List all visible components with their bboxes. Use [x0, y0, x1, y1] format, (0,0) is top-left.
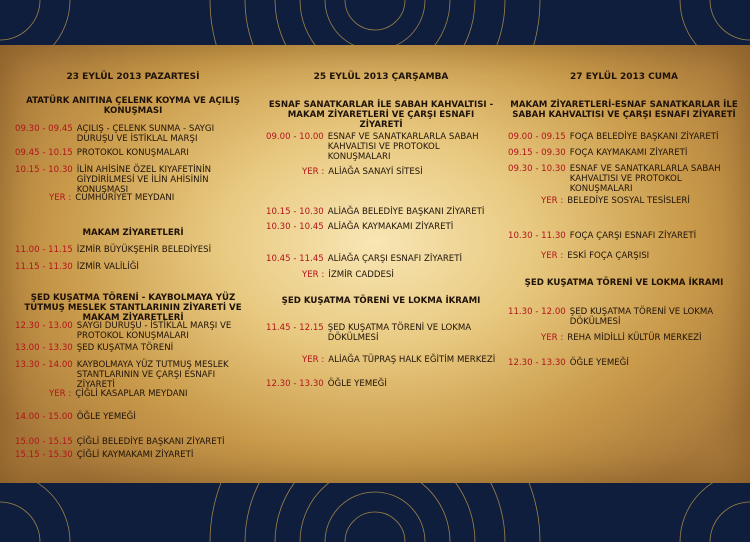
schedule-row: 10.15 - 10.30 İLİN AHİSİNE ÖZEL KIYAFETİNİN GİYDİRİLMESİ VE İLİN AHİSİNİN KONUŞMASI [15, 165, 212, 195]
location-row: YER : ÇİĞLİ KASAPLAR MEYDANI [49, 389, 188, 399]
schedule-row: 09.30 - 09.45 AÇILIŞ - ÇELENK SUNMA - SAYGI DURUŞU VE İSTİKLAL MARŞI [15, 124, 215, 144]
schedule-row: 12.30 - 13.30 ÖĞLE YEMEĞİ [508, 358, 629, 368]
schedule-row: 13.00 - 13.30 ŞED KUŞATMA TÖRENİ [15, 343, 174, 353]
section-title: ATATÜRK ANITINA ÇELENK KOYMA VE AÇILIŞ KONUŞMASI [26, 96, 240, 116]
location-row: YER : ESKİ FOÇA ÇARŞISI [541, 251, 650, 261]
schedule-row: 10.30 - 10.45 ALİAĞA KAYMAKAMI ZİYARETİ [266, 222, 454, 232]
schedule-row: 10.30 - 11.30 FOÇA ÇARŞI ESNAFI ZİYARETİ [508, 231, 697, 241]
section-title: ESNAF SANATKARLAR İLE SABAH KAHVALTISI - MAKAM ZİYARETLERİ VE ÇARŞI ESNAFI ZİYARETİ [268, 100, 494, 130]
schedule-row: 09.15 - 09.30 FOÇA KAYMAKAMI ZİYARETİ [508, 148, 688, 158]
schedule-row: 14.00 - 15.00 ÖĞLE YEMEĞİ [15, 412, 136, 422]
schedule-row: 12.30 - 13.30 ÖĞLE YEMEĞİ [266, 379, 387, 389]
schedule-row: 13.30 - 14.00 KAYBOLMAYA YÜZ TUTMUŞ MESLEK STANTLARININ VE ÇARŞI ESNAFI ZİYARETİ [15, 360, 229, 390]
section-title: ŞED KUŞATMA TÖRENİ - KAYBOLMAYA YÜZ TUTMUŞ MESLEK STANTLARININ ZİYARETİ VE MAKAM ZİYARETLERİ [24, 293, 242, 323]
schedule-row: 11.15 - 11.30 İZMİR VALİLİĞİ [15, 262, 139, 272]
schedule-row: 15.00 - 15.15 ÇİĞLİ BELEDİYE BAŞKANI ZİYARETİ [15, 437, 225, 447]
schedule-row: 11.45 - 12.15 ŞED KUŞATMA TÖRENİ VE LOKMA DÖKÜLMESİ [266, 323, 472, 343]
section-title: ŞED KUŞATMA TÖRENİ VE LOKMA İKRAMI [281, 296, 481, 306]
schedule-row: 12.30 - 13.00 SAYGI DURUŞU - İSTİKLAL MARŞI VE PROTOKOL KONUŞMALARI [15, 321, 232, 341]
location-row: YER : CUMHURİYET MEYDANI [49, 193, 175, 203]
schedule-row: 09.30 - 10.30 ESNAF VE SANATKARLARLA SABAH KAHVALTISI VE PROTOKOL KONUŞMALARI [508, 164, 721, 194]
day-heading: 23 EYLÜL 2013 PAZARTESİ [66, 72, 200, 82]
schedule-row: 11.30 - 12.00 ŞED KUŞATMA TÖRENİ VE LOKMA DÖKÜLMESİ [508, 307, 714, 327]
day-heading: 27 EYLÜL 2013 CUMA [570, 72, 678, 82]
schedule-row: 09.45 - 10.15 PROTOKOL KONUŞMALARI [15, 148, 189, 158]
location-row: YER : BELEDİYE SOSYAL TESİSLERİ [541, 196, 690, 206]
section-title: MAKAM ZİYARETLERİ-ESNAF SANATKARLAR İLE SABAH KAHVALTISI VE ÇARŞI ESNAFI ZİYARETİ [510, 100, 738, 120]
schedule-row: 10.45 - 11.45 ALİAĞA ÇARŞI ESNAFI ZİYARETİ [266, 254, 463, 264]
day-heading: 25 EYLÜL 2013 ÇARŞAMBA [313, 72, 449, 82]
section-title: ŞED KUŞATMA TÖRENİ VE LOKMA İKRAMI [524, 278, 724, 288]
location-row: YER : ALİAĞA TÜPRAŞ HALK EĞİTİM MERKEZİ [302, 355, 496, 365]
section-title: MAKAM ZİYARETLERİ [82, 228, 184, 238]
schedule-row: 15.15 - 15.30 ÇİĞLİ KAYMAKAMI ZİYARETİ [15, 450, 194, 460]
schedule-row: 09.00 - 10.00 ESNAF VE SANATKARLARLA SABAH KAHVALTISI VE PROTOKOL KONUŞMALARI [266, 132, 479, 162]
location-row: YER : İZMİR CADDESİ [302, 270, 394, 280]
location-row: YER : ALİAĞA SANAYİ SİTESİ [302, 167, 423, 177]
schedule-row: 11.00 - 11.15 İZMİR BÜYÜKŞEHİR BELEDİYESİ [15, 245, 212, 255]
schedule-row: 09.00 - 09.15 FOÇA BELEDİYE BAŞKANI ZİYARETİ [508, 132, 719, 142]
schedule-row: 10.15 - 10.30 ALİAĞA BELEDİYE BAŞKANI ZİYARETİ [266, 207, 485, 217]
location-row: YER : REHA MİDİLLİ KÜLTÜR MERKEZİ [541, 333, 702, 343]
